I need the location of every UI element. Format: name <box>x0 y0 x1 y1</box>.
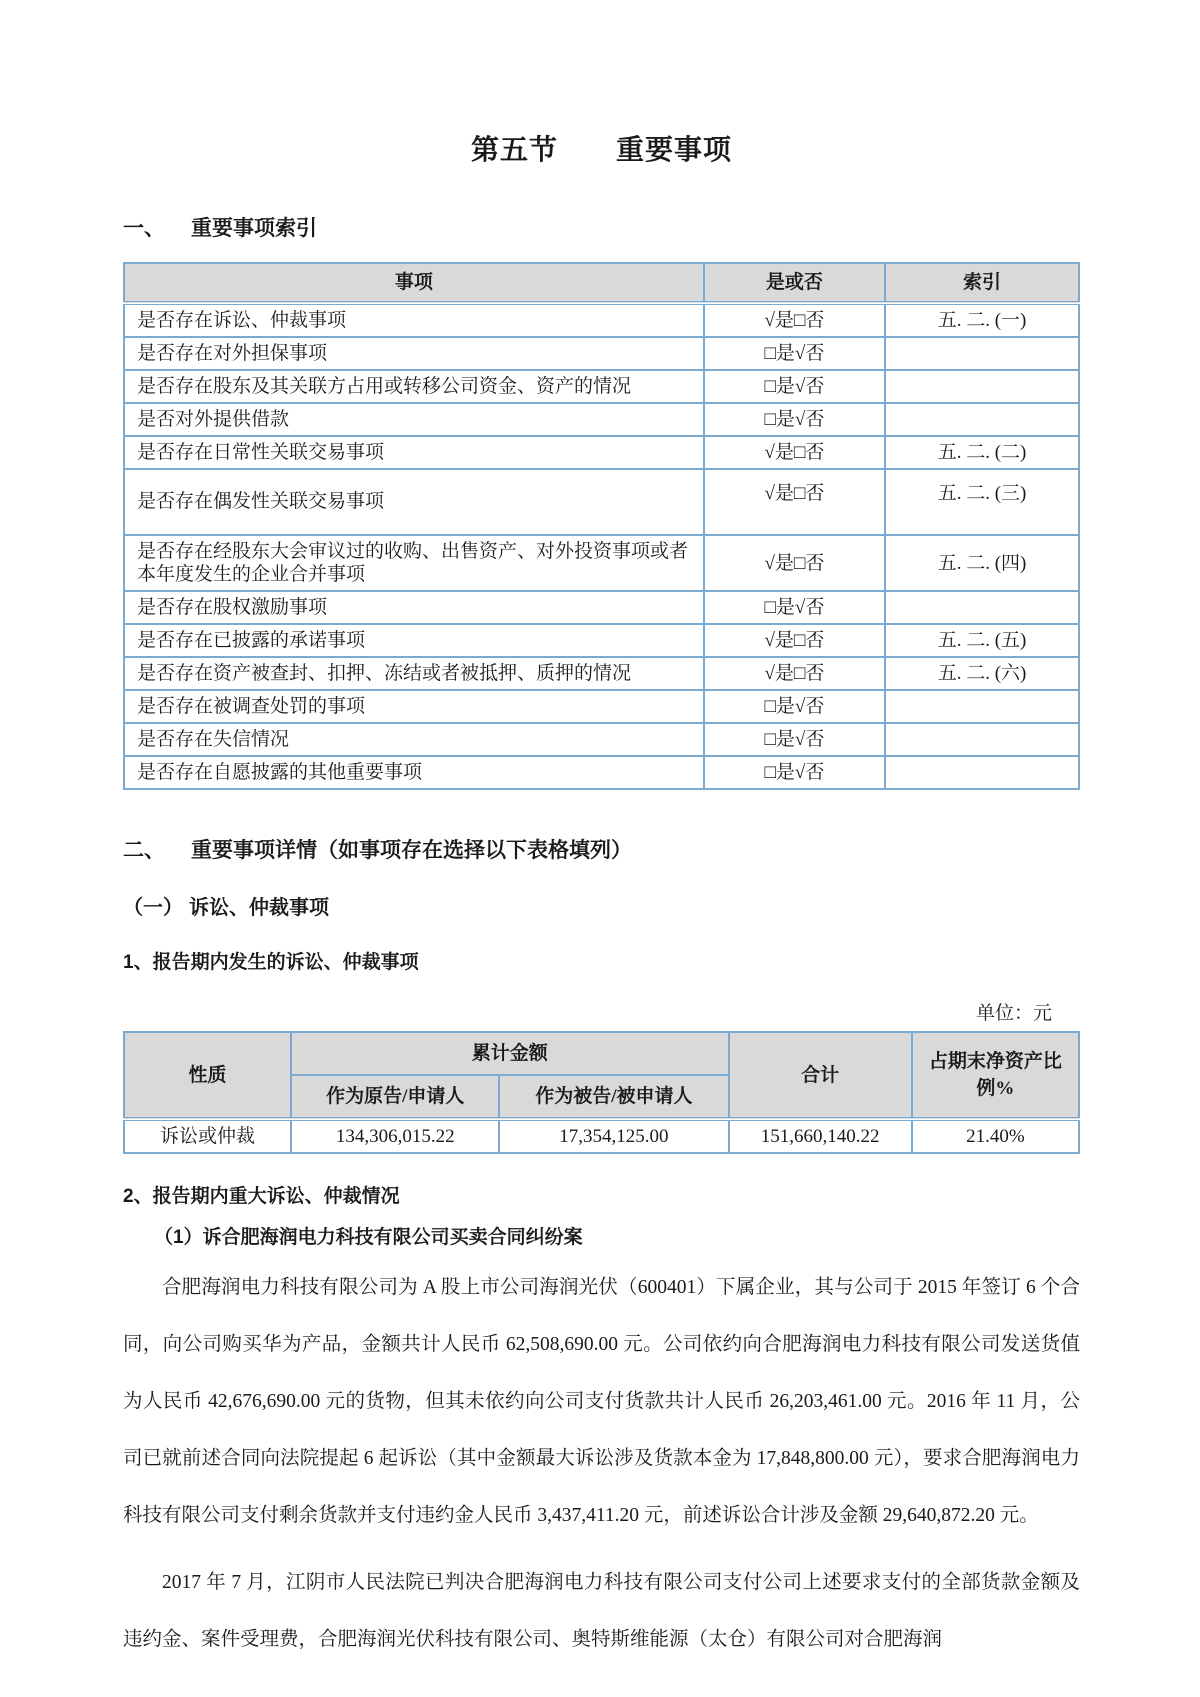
index-cell <box>885 370 1079 403</box>
column-header-cumulative: 累计金额 <box>291 1032 728 1075</box>
index-cell <box>885 723 1079 756</box>
column-header-defendant: 作为被告/被申请人 <box>499 1075 728 1119</box>
yesno-cell: √是□否 <box>704 436 885 469</box>
matter-cell: 是否存在资产被查封、扣押、冻结或者被抵押、质押的情况 <box>124 657 704 690</box>
table-row <box>124 591 1079 624</box>
yesno-cell: □是√否 <box>704 690 885 723</box>
matter-cell: 是否存在诉讼、仲裁事项 <box>124 303 704 337</box>
currency-unit-label: 单位：元 <box>975 1003 1052 1024</box>
table-row <box>124 303 1079 337</box>
section-two-number: 二、 <box>123 839 165 862</box>
yesno-cell: □是√否 <box>704 591 885 624</box>
litigation-amounts-table <box>123 1031 1080 1154</box>
column-header-nature: 性质 <box>124 1032 291 1119</box>
yesno-cell: □是√否 <box>704 403 885 436</box>
body-paragraph: 2017 年 7 月，江阴市人民法院已判决合肥海润电力科技有限公司支付公司上述要求支付的全部货款金额及违约金、案件受理费，合肥海润光伏科技有限公司、奥特斯维能源（太仓）有限公司对合肥海润 <box>123 1572 1080 1650</box>
body-paragraph: 合肥海润电力科技有限公司为 A 股上市公司海润光伏（600401）下属企业，其与公司于 2015 年签订 6 个合同，向公司购买华为产品，金额共计人民币 62,508,690.00 元。公司依约向合肥海润电力科技有限公司发送货值为人民币 42,676,690.00 元的货物，但其未依约向公司支付货款共计人民币 26,203,461.00 元。2016 年 11 月，公司已就前述合同向法院提起 6 起诉讼（其中金额最大诉讼涉及货款本金为 17,848,800.00 元），要求合肥海润电力科技有限公司支付剩余货款并支付违约金人民币 3,437,411.20 元，前述诉讼合计涉及金额 29,640,872.20 元。 <box>123 1277 1080 1526</box>
column-header-yesno: 是或否 <box>704 263 885 303</box>
matter-cell: 是否存在自愿披露的其他重要事项 <box>124 756 704 789</box>
matter-cell: 是否存在已披露的承诺事项 <box>124 624 704 657</box>
page-title: 第五节 重要事项 <box>470 134 732 165</box>
yesno-cell: √是□否 <box>704 657 885 690</box>
table-row <box>124 469 1079 535</box>
index-cell <box>885 337 1079 370</box>
table-row <box>124 1119 1079 1153</box>
index-cell: 五. 二. (四) <box>885 535 1079 591</box>
table-row <box>124 624 1079 657</box>
index-cell: 五. 二. (二) <box>885 436 1079 469</box>
important-matters-index-table <box>123 262 1080 790</box>
index-cell: 五. 二. (六) <box>885 657 1079 690</box>
matter-cell: 是否存在被调查处罚的事项 <box>124 690 704 723</box>
table-row <box>124 756 1079 789</box>
yesno-cell: □是√否 <box>704 723 885 756</box>
column-header-total: 合计 <box>729 1032 912 1119</box>
index-table-header-row <box>124 263 1079 303</box>
table-row <box>124 657 1079 690</box>
column-header-net-asset-ratio: 占期末净资产比例% <box>912 1032 1079 1119</box>
table-row <box>124 403 1079 436</box>
index-table-body <box>124 303 1079 789</box>
matter-cell: 是否存在股东及其关联方占用或转移公司资金、资产的情况 <box>124 370 704 403</box>
section-one-title: 重要事项索引 <box>191 217 317 240</box>
table-row <box>124 436 1079 469</box>
matter-cell: 是否对外提供借款 <box>124 403 704 436</box>
subsection-title: 诉讼、仲裁事项 <box>189 897 329 919</box>
nature-cell: 诉讼或仲裁 <box>124 1119 291 1153</box>
subsection-number: （一） <box>123 897 183 919</box>
page-content <box>0 128 1200 1668</box>
index-cell <box>885 591 1079 624</box>
index-cell <box>885 403 1079 436</box>
yesno-cell: □是√否 <box>704 337 885 370</box>
index-cell <box>885 756 1079 789</box>
section-one-number: 一、 <box>123 217 165 240</box>
item-one-heading: 1、报告期内发生的诉讼、仲裁事项 <box>123 952 419 973</box>
column-header-plaintiff: 作为原告/申请人 <box>291 1075 499 1119</box>
case-one-heading: （1）诉合肥海润电力科技有限公司买卖合同纠纷案 <box>154 1227 583 1248</box>
case-description <box>123 1259 1080 1668</box>
index-cell: 五. 二. (一) <box>885 303 1079 337</box>
column-header-index: 索引 <box>885 263 1079 303</box>
section-two-title: 重要事项详情（如事项存在选择以下表格填列） <box>191 839 632 862</box>
matter-cell: 是否存在偶发性关联交易事项 <box>124 469 704 535</box>
section-one-heading <box>123 212 1080 242</box>
index-cell: 五. 二. (三) <box>885 469 1079 535</box>
table-row <box>124 535 1079 591</box>
column-header-matter: 事项 <box>124 263 704 303</box>
table-row <box>124 690 1079 723</box>
yesno-cell: √是□否 <box>704 624 885 657</box>
table-row <box>124 723 1079 756</box>
yesno-cell: □是√否 <box>704 756 885 789</box>
defendant-amount-cell: 17,354,125.00 <box>499 1119 728 1153</box>
total-amount-cell: 151,660,140.22 <box>729 1119 912 1153</box>
ratio-cell: 21.40% <box>912 1119 1079 1153</box>
table-row <box>124 370 1079 403</box>
subsection-litigation-heading <box>123 891 1080 920</box>
item-two-heading: 2、报告期内重大诉讼、仲裁情况 <box>123 1186 400 1207</box>
matter-cell: 是否存在失信情况 <box>124 723 704 756</box>
yesno-cell: □是√否 <box>704 370 885 403</box>
litigation-table-header-row-1 <box>124 1032 1079 1075</box>
matter-cell: 是否存在对外担保事项 <box>124 337 704 370</box>
matter-cell: 是否存在股权激励事项 <box>124 591 704 624</box>
matter-cell: 是否存在日常性关联交易事项 <box>124 436 704 469</box>
plaintiff-amount-cell: 134,306,015.22 <box>291 1119 499 1153</box>
yesno-cell: √是□否 <box>704 469 885 535</box>
section-two-heading <box>123 834 1080 864</box>
yesno-cell: √是□否 <box>704 303 885 337</box>
matter-cell: 是否存在经股东大会审议过的收购、出售资产、对外投资事项或者本年度发生的企业合并事项 <box>124 535 704 591</box>
litigation-table-body <box>124 1119 1079 1153</box>
index-cell: 五. 二. (五) <box>885 624 1079 657</box>
yesno-cell: √是□否 <box>704 535 885 591</box>
table-row <box>124 337 1079 370</box>
index-cell <box>885 690 1079 723</box>
